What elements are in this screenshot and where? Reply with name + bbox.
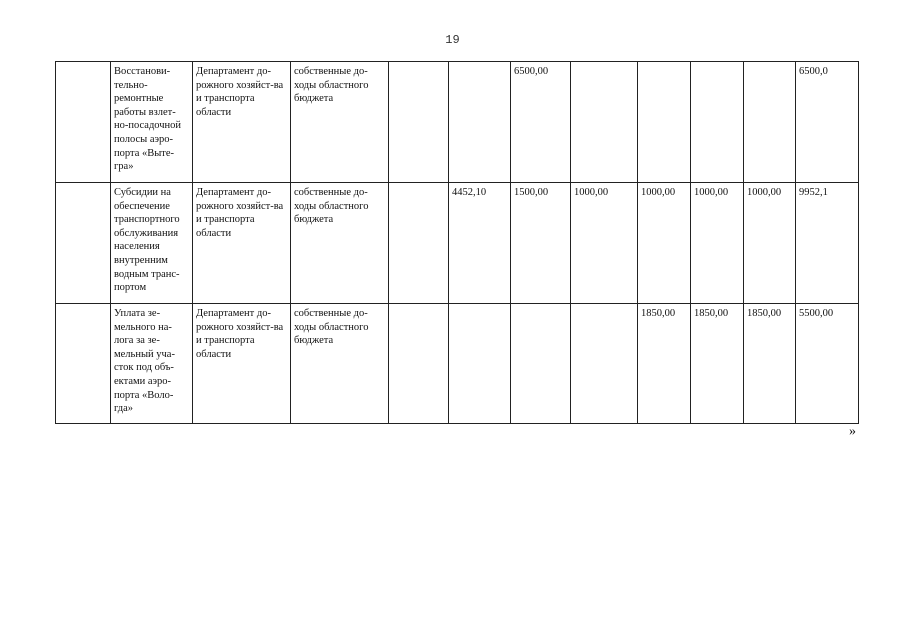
total-cell: 6500,0 [796,62,859,183]
row-number-cell [56,304,111,424]
department-cell: Департамент до-рожного хозяйст-ва и транспорта области [193,183,291,304]
row-number-cell [56,183,111,304]
total-cell: 5500,00 [796,304,859,424]
department-cell: Департамент до-рожного хозяйст-ва и транспорта области [193,62,291,183]
amount-cell [691,62,744,183]
amount-cell: 1000,00 [571,183,638,304]
amount-cell [389,183,449,304]
amount-cell: 1850,00 [638,304,691,424]
amount-cell [389,62,449,183]
funding-source-cell: собственные до-ходы областного бюджета [291,183,389,304]
amount-cell [449,62,511,183]
table-row [56,62,859,183]
closing-quote-mark: » [849,424,856,439]
amount-cell [511,304,571,424]
amount-cell: 1000,00 [744,183,796,304]
budget-table [55,61,859,424]
amount-cell: 1850,00 [744,304,796,424]
amount-cell [449,304,511,424]
activity-name-cell: Уплата зе-мельного на-лога за зе-мельный уча-сток под объ-ектами аэро-порта «Воло-гда» [111,304,193,424]
amount-cell [571,62,638,183]
total-cell: 9952,1 [796,183,859,304]
amount-cell [389,304,449,424]
amount-cell [744,62,796,183]
amount-cell: 1500,00 [511,183,571,304]
amount-cell [571,304,638,424]
amount-cell: 4452,10 [449,183,511,304]
page-number: 19 [445,33,460,47]
activity-name-cell: Субсидии на обеспечение транспортного обслуживания населения внутренним водным транс-портом [111,183,193,304]
department-cell: Департамент до-рожного хозяйст-ва и транспорта области [193,304,291,424]
amount-cell [638,62,691,183]
amount-cell: 1000,00 [638,183,691,304]
funding-source-cell: собственные до-ходы областного бюджета [291,304,389,424]
table-row [56,183,859,304]
amount-cell: 1000,00 [691,183,744,304]
amount-cell: 1850,00 [691,304,744,424]
funding-source-cell: собственные до-ходы областного бюджета [291,62,389,183]
amount-cell: 6500,00 [511,62,571,183]
row-number-cell [56,62,111,183]
table-row [56,304,859,424]
activity-name-cell: Восстанови-тельно-ремонтные работы взлет-но-посадочной полосы аэро-порта «Выте-гра» [111,62,193,183]
